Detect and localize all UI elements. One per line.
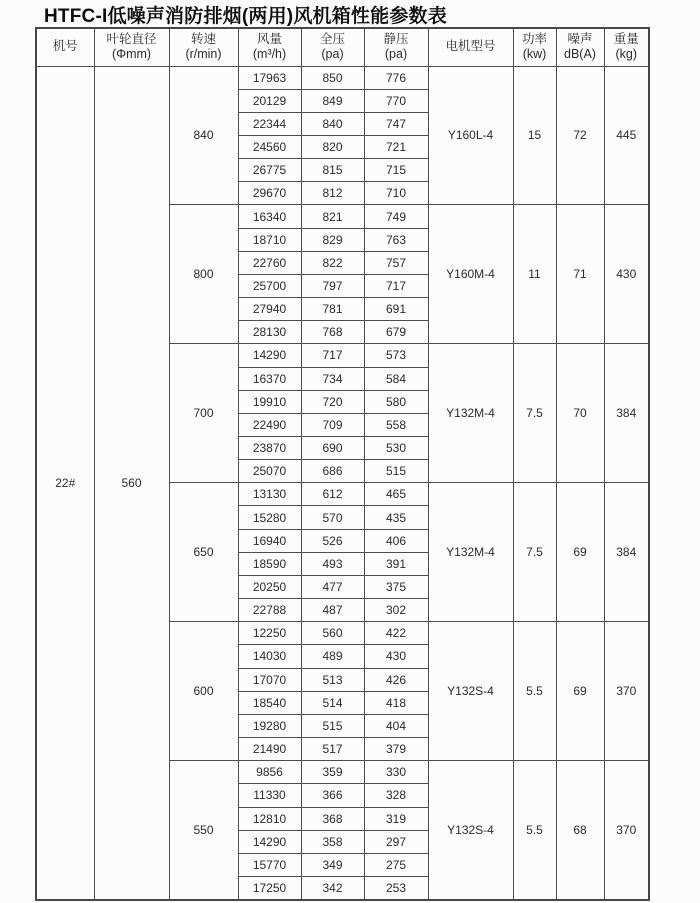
weight-cell: 384 [604, 344, 649, 483]
total-pressure-cell: 359 [301, 761, 364, 784]
table-body [36, 66, 649, 900]
total-pressure-cell: 358 [301, 830, 364, 853]
weight-cell: 430 [604, 205, 649, 344]
static-pressure-cell: 465 [364, 483, 428, 506]
col-header-static_pressure [364, 28, 428, 66]
static-pressure-cell: 328 [364, 784, 428, 807]
total-pressure-cell: 487 [301, 599, 364, 622]
motor-model-cell: Y132S-4 [428, 622, 513, 761]
total-pressure-cell: 368 [301, 807, 364, 830]
air-volume-cell: 15770 [238, 853, 301, 876]
air-volume-cell: 22490 [238, 413, 301, 436]
power-cell: 7.5 [513, 344, 556, 483]
total-pressure-cell: 821 [301, 205, 364, 228]
static-pressure-cell: 584 [364, 367, 428, 390]
air-volume-cell: 18540 [238, 691, 301, 714]
static-pressure-cell: 757 [364, 251, 428, 274]
header-row [36, 28, 649, 66]
total-pressure-cell: 734 [301, 367, 364, 390]
col-header-label: 机号 [52, 39, 78, 54]
static-pressure-cell: 430 [364, 645, 428, 668]
speed-cell: 550 [169, 761, 238, 900]
air-volume-cell: 22760 [238, 251, 301, 274]
air-volume-cell: 24560 [238, 135, 301, 158]
static-pressure-cell: 679 [364, 321, 428, 344]
total-pressure-cell: 513 [301, 668, 364, 691]
air-volume-cell: 28130 [238, 321, 301, 344]
total-pressure-cell: 812 [301, 182, 364, 205]
total-pressure-cell: 493 [301, 552, 364, 575]
noise-cell: 69 [556, 483, 604, 622]
static-pressure-cell: 253 [364, 876, 428, 899]
air-volume-cell: 26775 [238, 159, 301, 182]
power-cell: 5.5 [513, 622, 556, 761]
static-pressure-cell: 404 [364, 714, 428, 737]
total-pressure-cell: 515 [301, 714, 364, 737]
performance-table [35, 27, 650, 901]
power-cell: 7.5 [513, 483, 556, 622]
noise-cell: 69 [556, 622, 604, 761]
total-pressure-cell: 489 [301, 645, 364, 668]
air-volume-cell: 16370 [238, 367, 301, 390]
air-volume-cell: 29670 [238, 182, 301, 205]
speed-cell: 800 [169, 205, 238, 344]
air-volume-cell: 19280 [238, 714, 301, 737]
static-pressure-cell: 302 [364, 599, 428, 622]
static-pressure-cell: 391 [364, 552, 428, 575]
noise-cell: 72 [556, 66, 604, 205]
power-cell: 11 [513, 205, 556, 344]
static-pressure-cell: 573 [364, 344, 428, 367]
total-pressure-cell: 570 [301, 506, 364, 529]
total-pressure-cell: 840 [301, 112, 364, 135]
col-header-air_volume [238, 28, 301, 66]
col-header-label: 静压 [383, 31, 409, 46]
col-header-label: 电机型号 [445, 39, 496, 54]
air-volume-cell: 14030 [238, 645, 301, 668]
static-pressure-cell: 319 [364, 807, 428, 830]
weight-cell: 384 [604, 483, 649, 622]
weight-cell: 370 [604, 622, 649, 761]
total-pressure-cell: 849 [301, 89, 364, 112]
air-volume-cell: 17963 [238, 66, 301, 89]
motor-model-cell: Y132M-4 [428, 483, 513, 622]
static-pressure-cell: 406 [364, 529, 428, 552]
motor-model-cell: Y132M-4 [428, 344, 513, 483]
air-volume-cell: 23870 [238, 437, 301, 460]
power-cell: 15 [513, 66, 556, 205]
air-volume-cell: 21490 [238, 738, 301, 761]
total-pressure-cell: 342 [301, 876, 364, 899]
air-volume-cell: 25070 [238, 460, 301, 483]
total-pressure-cell: 612 [301, 483, 364, 506]
total-pressure-cell: 820 [301, 135, 364, 158]
air-volume-cell: 12250 [238, 622, 301, 645]
total-pressure-cell: 822 [301, 251, 364, 274]
col-header-unit: (pa) [321, 47, 344, 62]
static-pressure-cell: 580 [364, 390, 428, 413]
total-pressure-cell: 717 [301, 344, 364, 367]
col-header-unit: (pa) [384, 47, 408, 62]
static-pressure-cell: 691 [364, 298, 428, 321]
static-pressure-cell: 776 [364, 66, 428, 89]
table-row [36, 66, 649, 89]
col-header-unit: (kw) [522, 47, 547, 62]
col-header-unit: (kg) [615, 47, 638, 62]
total-pressure-cell: 366 [301, 784, 364, 807]
static-pressure-cell: 330 [364, 761, 428, 784]
total-pressure-cell: 850 [301, 66, 364, 89]
static-pressure-cell: 721 [364, 135, 428, 158]
air-volume-cell: 14290 [238, 344, 301, 367]
total-pressure-cell: 781 [301, 298, 364, 321]
weight-cell: 445 [604, 66, 649, 205]
air-volume-cell: 16940 [238, 529, 301, 552]
static-pressure-cell: 418 [364, 691, 428, 714]
air-volume-cell: 9856 [238, 761, 301, 784]
speed-cell: 650 [169, 483, 238, 622]
total-pressure-cell: 560 [301, 622, 364, 645]
motor-model-cell: Y160L-4 [428, 66, 513, 205]
air-volume-cell: 13130 [238, 483, 301, 506]
speed-cell: 840 [169, 66, 238, 205]
static-pressure-cell: 297 [364, 830, 428, 853]
air-volume-cell: 18590 [238, 552, 301, 575]
col-header-label: 转速 [190, 31, 216, 46]
static-pressure-cell: 379 [364, 738, 428, 761]
static-pressure-cell: 530 [364, 437, 428, 460]
static-pressure-cell: 749 [364, 205, 428, 228]
static-pressure-cell: 275 [364, 853, 428, 876]
air-volume-cell: 15280 [238, 506, 301, 529]
col-header-unit: dB(A) [564, 47, 596, 62]
total-pressure-cell: 690 [301, 437, 364, 460]
total-pressure-cell: 829 [301, 228, 364, 251]
air-volume-cell: 16340 [238, 205, 301, 228]
speed-cell: 700 [169, 344, 238, 483]
air-volume-cell: 11330 [238, 784, 301, 807]
air-volume-cell: 17070 [238, 668, 301, 691]
power-cell: 5.5 [513, 761, 556, 900]
col-header-unit: (Φmm) [111, 47, 152, 62]
static-pressure-cell: 770 [364, 89, 428, 112]
col-header-total_pressure [301, 28, 364, 66]
static-pressure-cell: 763 [364, 228, 428, 251]
total-pressure-cell: 526 [301, 529, 364, 552]
air-volume-cell: 25700 [238, 274, 301, 297]
air-volume-cell: 22344 [238, 112, 301, 135]
noise-cell: 70 [556, 344, 604, 483]
total-pressure-cell: 709 [301, 413, 364, 436]
total-pressure-cell: 815 [301, 159, 364, 182]
total-pressure-cell: 349 [301, 853, 364, 876]
col-header-speed [169, 28, 238, 66]
air-volume-cell: 20129 [238, 89, 301, 112]
col-header-label: 叶轮直径 [106, 31, 157, 46]
static-pressure-cell: 747 [364, 112, 428, 135]
col-header-label: 全压 [319, 31, 345, 46]
air-volume-cell: 14290 [238, 830, 301, 853]
weight-cell: 370 [604, 761, 649, 900]
col-header-label: 风量 [256, 31, 282, 46]
col-header-weight [604, 28, 649, 66]
impeller-diameter-cell: 560 [94, 66, 169, 900]
air-volume-cell: 18710 [238, 228, 301, 251]
col-header-noise [556, 28, 604, 66]
col-header-unit: (r/min) [185, 47, 222, 62]
air-volume-cell: 22788 [238, 599, 301, 622]
page-title: HTFC-I低噪声消防排烟(两用)风机箱性能参数表 [44, 6, 447, 27]
col-header-unit: (m³/h) [252, 47, 287, 62]
static-pressure-cell: 375 [364, 575, 428, 598]
static-pressure-cell: 435 [364, 506, 428, 529]
air-volume-cell: 17250 [238, 876, 301, 899]
total-pressure-cell: 517 [301, 738, 364, 761]
air-volume-cell: 19910 [238, 390, 301, 413]
air-volume-cell: 12810 [238, 807, 301, 830]
col-header-impeller_diameter [94, 28, 169, 66]
col-header-label: 功率 [521, 31, 547, 46]
motor-model-cell: Y132S-4 [428, 761, 513, 900]
static-pressure-cell: 515 [364, 460, 428, 483]
total-pressure-cell: 686 [301, 460, 364, 483]
air-volume-cell: 27940 [238, 298, 301, 321]
static-pressure-cell: 715 [364, 159, 428, 182]
air-volume-cell: 20250 [238, 575, 301, 598]
col-header-power [513, 28, 556, 66]
table-header [36, 28, 649, 66]
static-pressure-cell: 710 [364, 182, 428, 205]
total-pressure-cell: 797 [301, 274, 364, 297]
total-pressure-cell: 768 [301, 321, 364, 344]
motor-model-cell: Y160M-4 [428, 205, 513, 344]
col-header-motor_model [428, 28, 513, 66]
total-pressure-cell: 477 [301, 575, 364, 598]
col-header-machine_no [36, 28, 94, 66]
static-pressure-cell: 426 [364, 668, 428, 691]
total-pressure-cell: 514 [301, 691, 364, 714]
machine-no-cell: 22# [36, 66, 94, 900]
static-pressure-cell: 558 [364, 413, 428, 436]
noise-cell: 68 [556, 761, 604, 900]
static-pressure-cell: 717 [364, 274, 428, 297]
col-header-label: 噪声 [567, 31, 593, 46]
speed-cell: 600 [169, 622, 238, 761]
col-header-label: 重量 [613, 31, 639, 46]
total-pressure-cell: 720 [301, 390, 364, 413]
noise-cell: 71 [556, 205, 604, 344]
static-pressure-cell: 422 [364, 622, 428, 645]
